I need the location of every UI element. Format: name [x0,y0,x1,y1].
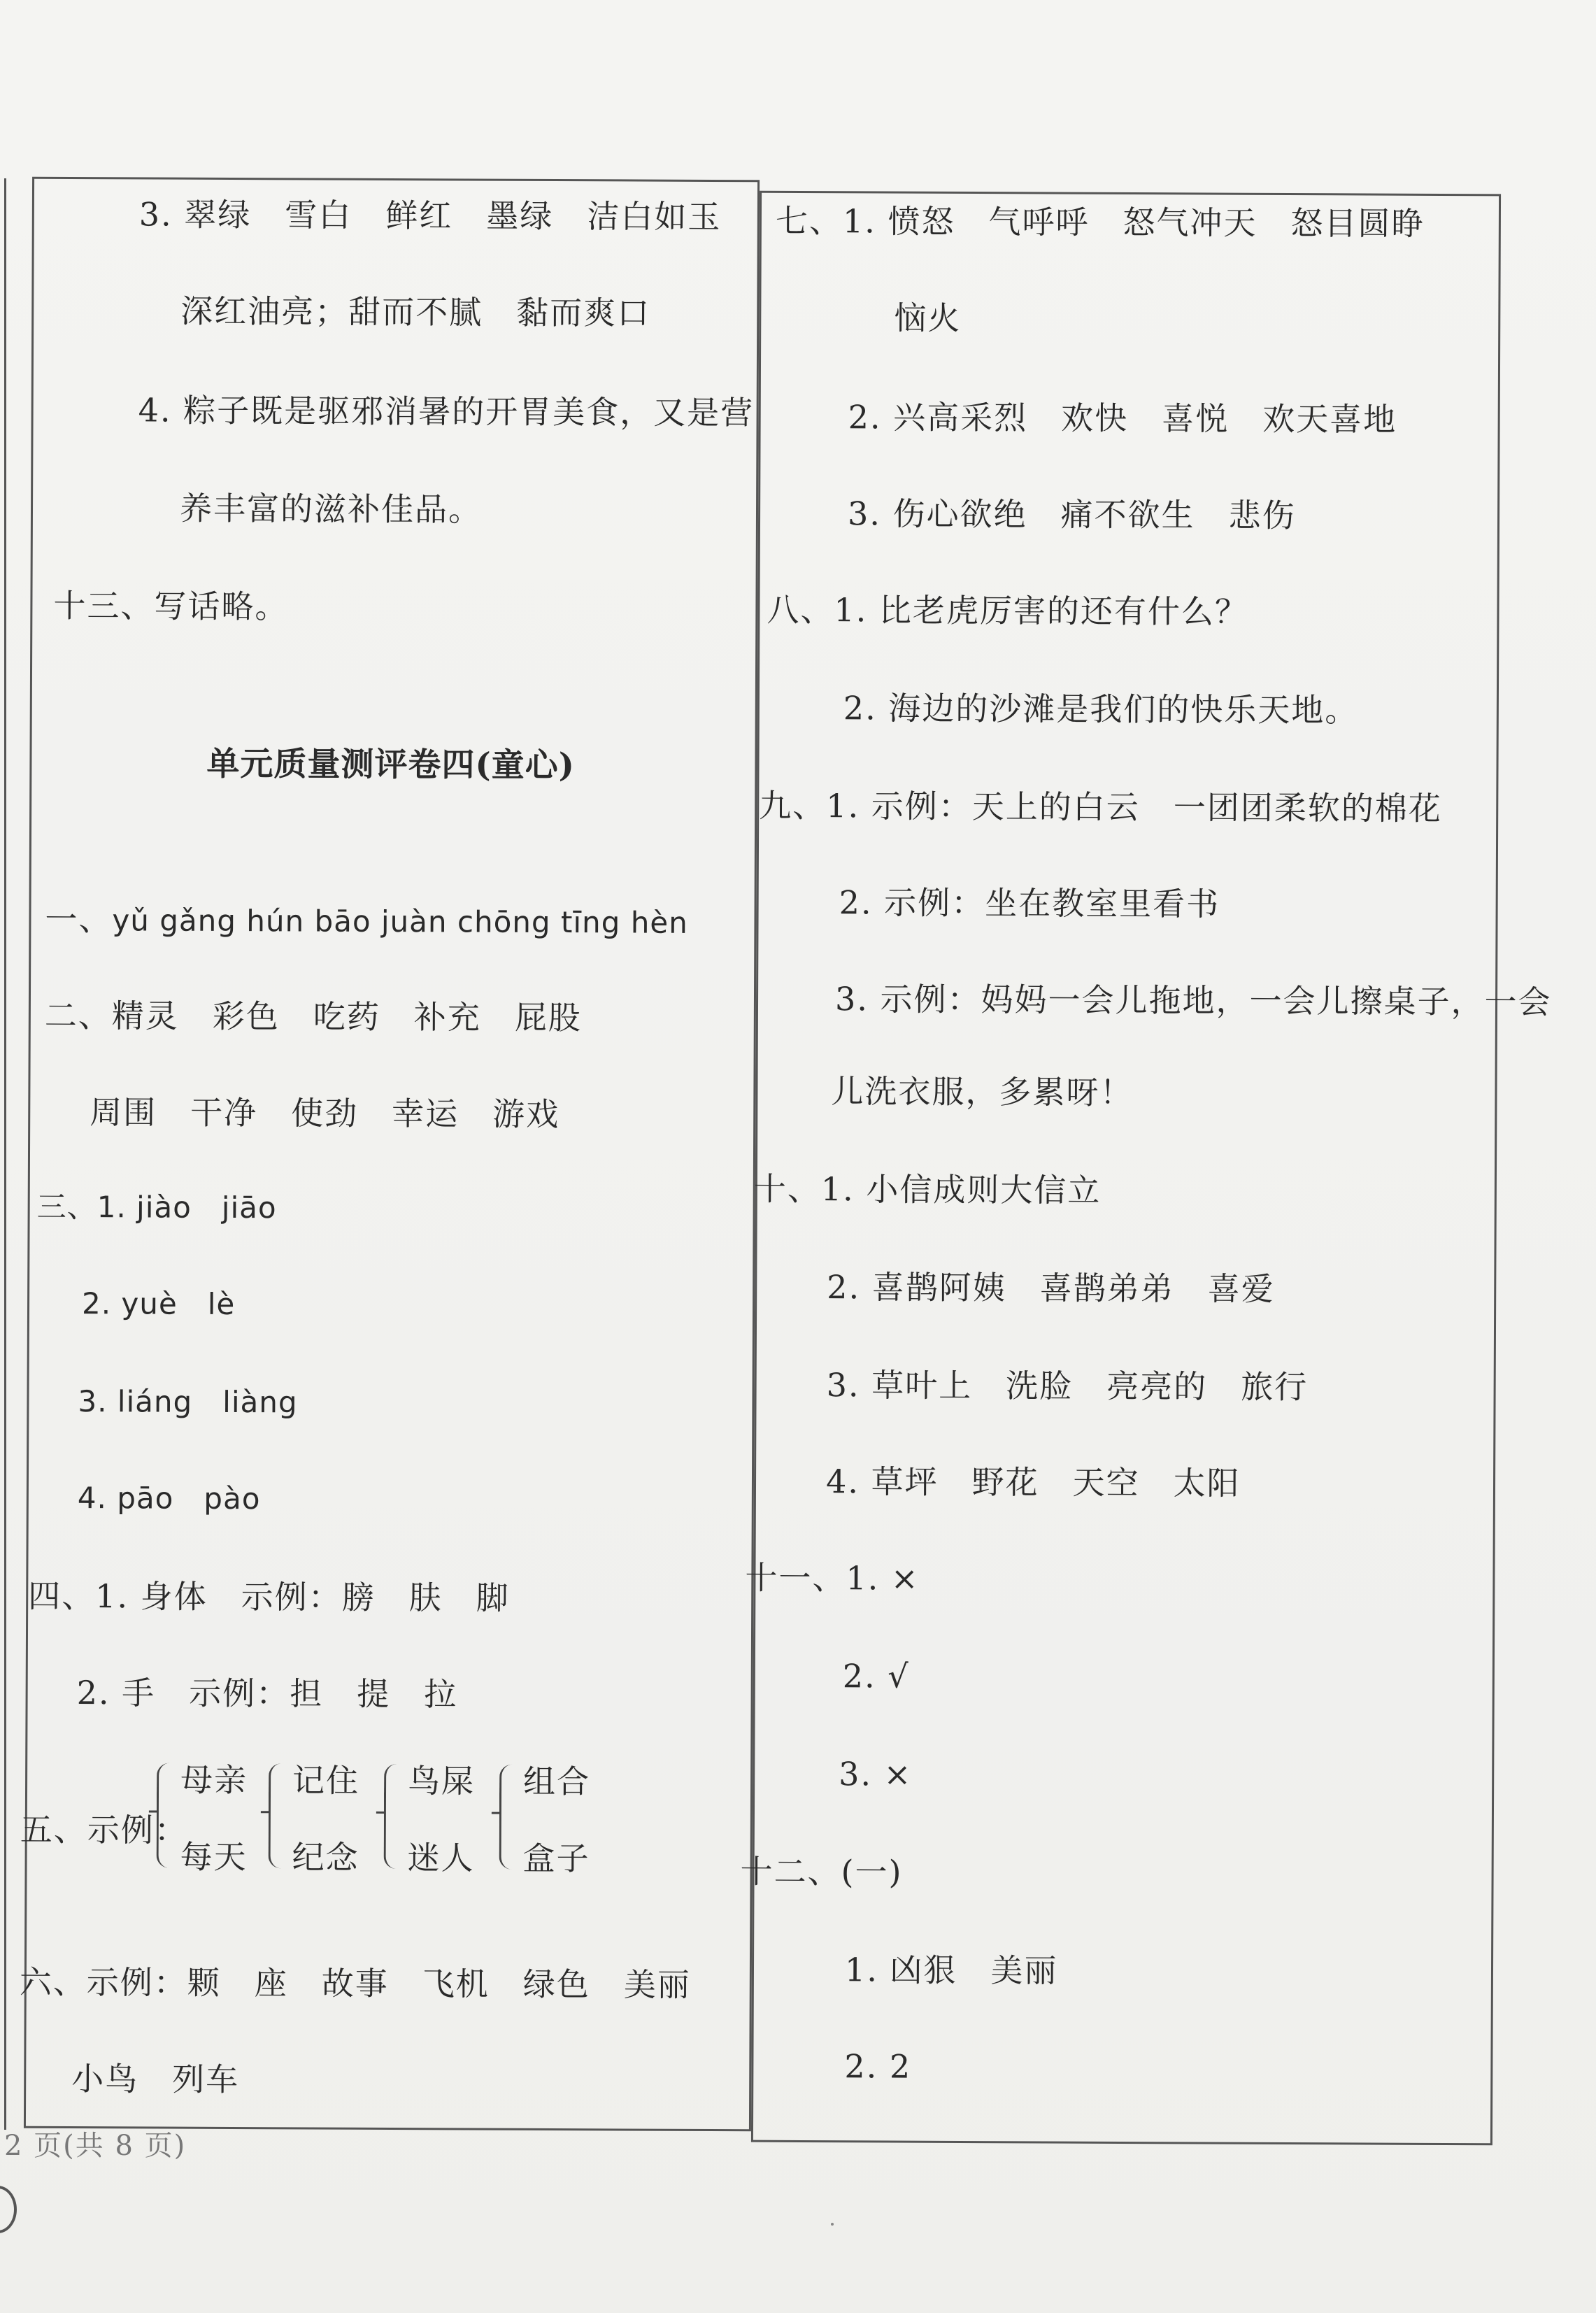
answer-line: 养丰富的滋补佳品。 [179,489,483,529]
pinyin-text: yǔ gǎng hún bāo juàn chōng tīng hèn [112,903,688,940]
answer-line: 2. 示例：坐在教室里看书 [839,883,1220,923]
answer-line: 十、1. 小信成则大信立 [753,1169,1102,1209]
word-bottom: 纪念 [292,1838,359,1877]
answer-line: 4. 草坪 野花 天空 太阳 [825,1462,1241,1502]
word-pair-group [499,1760,590,1880]
answer-line: 五、示例： [20,1810,188,1849]
answer-line: 小鸟 列车 [71,2060,240,2099]
word-bottom: 每天 [180,1837,248,1877]
right-answer-panel [740,191,1552,2146]
section-heading: 单元质量测评卷四(童心) [206,744,576,785]
word-pair-group [383,1760,475,1879]
answer-line: 3. × [839,1755,913,1793]
answer-line: 八、1. 比老虎厉害的还有什么？ [767,590,1249,631]
answer-line: 2. 海边的沙滩是我们的快乐天地。 [843,689,1359,730]
answer-line: 十一、1. × [745,1558,920,1597]
word-top: 鸟屎 [407,1762,476,1800]
word-bottom: 迷人 [407,1839,475,1877]
speck-mark [831,2223,834,2226]
answer-line: 儿洗衣服，多累呀！ [831,1072,1134,1112]
answer-line: 恼火 [894,299,962,337]
answer-line: 四、1. 身体 示例：膀 肤 脚 [28,1577,510,1617]
answer-line: 十二、(一) [740,1852,903,1891]
brace-icon [157,1763,173,1868]
answer-line: 2. √ [842,1657,910,1695]
left-answer-panel [19,177,760,2132]
answer-line: 深红油亮；甜而不腻 黏而爽口 [180,292,651,332]
section-prefix: 一、 [45,899,113,939]
brace-icon [269,1763,285,1868]
answer-line: 七、1. 愤怒 气呼呼 怒气冲天 怒目圆睁 [775,201,1425,243]
answer-line: 二、精灵 彩色 吃药 补充 屁股 [44,996,582,1037]
page-number: 2 页(共 8 页) [4,2130,187,2162]
answer-line: 4. pāo pào [77,1481,261,1516]
word-pair-group [268,1759,359,1879]
brace-icon [384,1764,401,1869]
answer-line: 十三、写话略。 [53,586,289,626]
answer-line: 3. 伤心欲绝 痛不欲生 悲伤 [847,494,1296,535]
answer-line: 3. 草叶上 洗脸 亮亮的 旅行 [826,1366,1309,1407]
answer-line: 2. 手 示例：担 提 拉 [76,1674,458,1714]
answer-line: 2. 2 [844,2047,912,2086]
answer-line: 2. yuè lè [81,1286,236,1322]
circle-mark-icon [0,2186,17,2233]
answer-line-pinyin [45,898,688,944]
answer-line: 三、1. jiào jiāo [36,1189,277,1225]
answer-line: 3. 示例：妈妈一会儿拖地，一会儿擦桌子，一会 [834,980,1552,1021]
answer-line: 4. 粽子既是驱邪消暑的开胃美食，又是营 [138,391,755,432]
answer-line: 3. liáng liàng [78,1384,298,1420]
previous-page-edge [0,178,6,2130]
answer-line: 3. 翠绿 雪白 鲜红 墨绿 洁白如玉 [138,195,722,236]
answer-line: 周围 干净 使劲 幸运 游戏 [90,1093,560,1134]
answer-line: 九、1. 示例：天上的白云 一团团柔软的棉花 [759,786,1442,827]
answer-line: 1. 凶狠 美丽 [844,1951,1058,1990]
brace-icon [499,1765,516,1870]
word-top: 记住 [292,1761,360,1800]
word-bottom: 盒子 [522,1839,590,1878]
word-pair-group [156,1759,248,1879]
answer-line: 2. 兴高采烈 欢快 喜悦 欢天喜地 [848,398,1397,439]
word-top: 母亲 [180,1760,248,1800]
answer-line: 六、示例：颗 座 故事 飞机 绿色 美丽 [19,1963,691,2004]
answer-line: 2. 喜鹊阿姨 喜鹊弟弟 喜爱 [827,1268,1275,1308]
word-top: 组合 [522,1762,591,1801]
